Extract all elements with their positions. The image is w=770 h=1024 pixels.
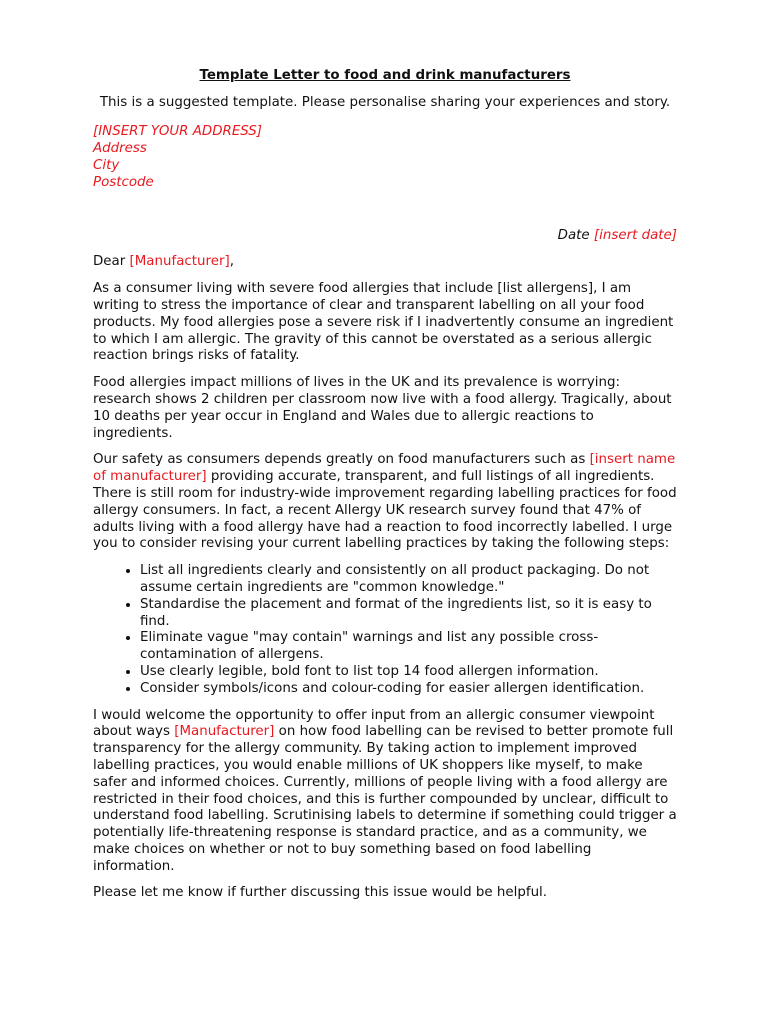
sender-address-block (93, 124, 677, 192)
paragraph-welcome-before: I would welcome the opportunity to offer input from an allergic consumer viewpoint about ways (93, 707, 655, 740)
paragraph-allergies: As a consumer living with severe food allergies that include [list allergens], I am writing to stress the importance of clear and transparent labelling on all your food products. My food allergies pose a severe risk if I inadvertently consume an ingredient to which I am allergic. The gravity of this cannot be overstated as a serious allergic reaction brings risks of fatality. (93, 281, 674, 364)
manufacturer-name-placeholder: [insert name of manufacturer] (93, 452, 676, 485)
salutation-placeholder: [Manufacturer] (129, 254, 230, 270)
salutation (93, 254, 677, 271)
list-item: • Consider symbols/icons and colour-coding for easier allergen identification. (140, 681, 677, 698)
address-line-postcode: Postcode (93, 174, 154, 190)
date-line (93, 228, 677, 245)
list-item: • Use clearly legible, bold font to list top 14 food allergen information. (140, 664, 677, 681)
paragraph-welcome (93, 708, 677, 876)
list-item: • Eliminate vague "may contain" warnings and list any possible cross-contamination of allergens. (140, 630, 677, 664)
paragraph-safety (93, 452, 677, 553)
manufacturer-placeholder: [Manufacturer] (174, 724, 275, 740)
address-line-insert: [INSERT YOUR ADDRESS] (93, 123, 263, 139)
steps-list (93, 563, 677, 697)
salutation-suffix: , (229, 254, 234, 270)
letter-title: Template Letter to food and drink manufacturers (199, 68, 571, 83)
paragraph-safety-before: Our safety as consumers depends greatly on food manufacturers such as (93, 452, 590, 468)
list-item: • Standardise the placement and format of the ingredients list, so it is easy to find. (140, 597, 677, 631)
address-line-address: Address (93, 140, 147, 156)
paragraph-welcome-after: on how food labelling can be revised to better promote full transparency for the allergy community. By taking action to implement improved labelling practices, you would enable millions of UK shoppers like myself, to make safer and informed choices. Currently, millions of people living with a food allergy are restricted in their food choices, and this is further compounded by unclear, difficult to understand food labelling. Scrutinising labels to determine if something could trigger a potentially life-threatening response is standard practice, and as a community, we make choices on whether or not to buy something based on food labelling information. (93, 724, 677, 874)
address-line-city: City (93, 157, 120, 173)
paragraph-safety-after: providing accurate, transparent, and full listings of all ingredients. There is still room for industry-wide improvement regarding labelling practices for food allergy consumers. In fact, a recent Allergy UK research survey found that 47% of adults living with a food allergy have had a reaction to food incorrectly labelled. I urge you to consider revising your current labelling practices by taking the following steps: (93, 469, 677, 552)
date-placeholder: [insert date] (593, 227, 677, 243)
paragraph-closing: Please let me know if further discussing this issue would be helpful. (93, 885, 548, 901)
paragraph-impact: Food allergies impact millions of lives in the UK and its prevalence is worrying: research shows 2 children per classroom now live with a food allergy. Tragically, about 10 deaths per year occur in England and Wales due to allergic reactions to ingredients. (93, 375, 672, 441)
letter-page (93, 68, 677, 912)
date-label: Date (557, 227, 594, 243)
list-item: • List all ingredients clearly and consistently on all product packaging. Do not assume certain ingredients are "common knowledge." (140, 563, 677, 597)
salutation-prefix: Dear (93, 254, 130, 270)
intro-text: This is a suggested template. Please personalise sharing your experiences and story. (99, 94, 671, 110)
